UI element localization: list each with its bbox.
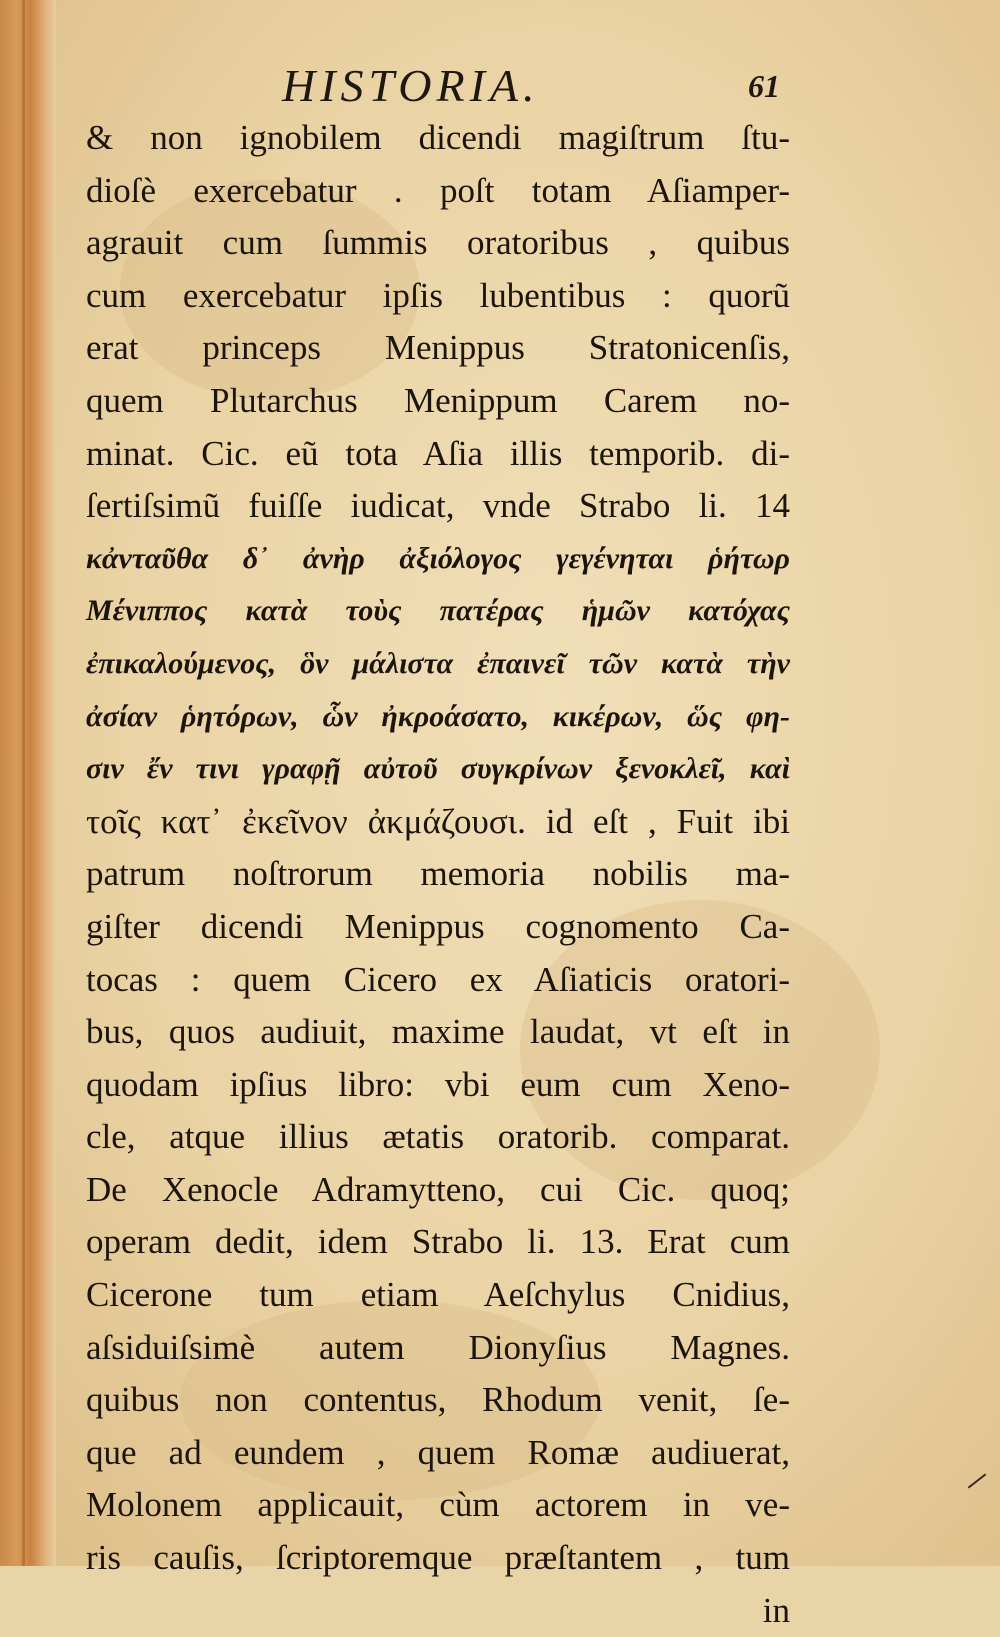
greek-text-line: ἀσίαν ῥητόρων, ὧν ἠκροάσατο, κικέρων, ὥς φη-: [86, 699, 790, 733]
text-line: quodam ipſius libro: vbi eum cum Xeno-: [86, 1064, 790, 1104]
gutter-fold-line: [22, 0, 25, 1566]
text-line: ris cauſis, ſcriptoremque præſtantem , tum: [86, 1538, 790, 1578]
greek-text-line: κἀνταῦθα δ᾽ ἀνὴρ ἀξιόλογος γεγένηται ῥήτωρ: [86, 541, 790, 575]
text-line: quibus non contentus, Rhodum venit, ſe-: [86, 1380, 790, 1420]
text-line: cle, atque illius ætatis oratorib. comparat.: [86, 1117, 790, 1157]
catchword: in: [762, 1590, 790, 1630]
text-line: Molonem applicauit, cùm actorem in ve-: [86, 1485, 790, 1525]
text-line: agrauit cum ſummis oratoribus , quibus: [86, 223, 790, 263]
greek-text-line: σιν ἔν τινι γραφῇ αὐτοῦ συγκρίνων ξενοκλεῖ, καὶ: [86, 752, 790, 786]
text-line: que ad eundem , quem Romæ audiuerat,: [86, 1432, 790, 1472]
page-gutter: [0, 0, 56, 1566]
page-header: [86, 60, 790, 112]
text-line: operam dedit, idem Strabo li. 13. Erat cum: [86, 1222, 790, 1262]
text-line: De Xenocle Adramytteno, cui Cic. quoq;: [86, 1169, 790, 1209]
greek-text-line: ἐπικαλούμενος, ὃν μάλιστα ἐπαινεῖ τῶν κατὰ τὴν: [86, 646, 790, 680]
text-line: erat princeps Menippus Stratonicenſis,: [86, 328, 790, 368]
text-line: bus, quos audiuit, maxime laudat, vt eſt in: [86, 1012, 790, 1052]
running-title: HISTORIA.: [282, 60, 540, 111]
text-line: τοῖς κατ᾽ ἐκεῖνον ἀκμάζουσι. id eſt , Fuit ibi: [86, 801, 790, 841]
text-line: patrum noſtrorum memoria nobilis ma-: [86, 854, 790, 894]
text-line: giſter dicendi Menippus cognomento Ca-: [86, 906, 790, 946]
text-line: minat. Cic. eũ tota Aſia illis temporib. di-: [86, 433, 790, 473]
text-line: quem Plutarchus Menippum Carem no-: [86, 380, 790, 420]
text-line: ſertiſsimũ fuiſſe iudicat, vnde Strabo li. 14: [86, 486, 790, 526]
page-number: 61: [748, 68, 780, 104]
text-line: aſsiduiſsimè autem Dionyſius Magnes.: [86, 1327, 790, 1367]
text-line: dioſè exercebatur . poſt totam Aſiamper-: [86, 170, 790, 210]
text-line: cum exercebatur ipſis lubentibus : quorũ: [86, 275, 790, 315]
text-line: & non ignobilem dicendi magiſtrum ſtu-: [86, 118, 790, 157]
body-text: [86, 112, 790, 1637]
text-line: tocas : quem Cicero ex Aſiaticis oratori-: [86, 959, 790, 999]
greek-text-line: Μένιππος κατὰ τοὺς πατέρας ἡμῶν κατόχας: [86, 594, 790, 628]
ink-mark: [968, 1473, 987, 1488]
text-line: Cicerone tum etiam Aeſchylus Cnidius,: [86, 1275, 790, 1315]
